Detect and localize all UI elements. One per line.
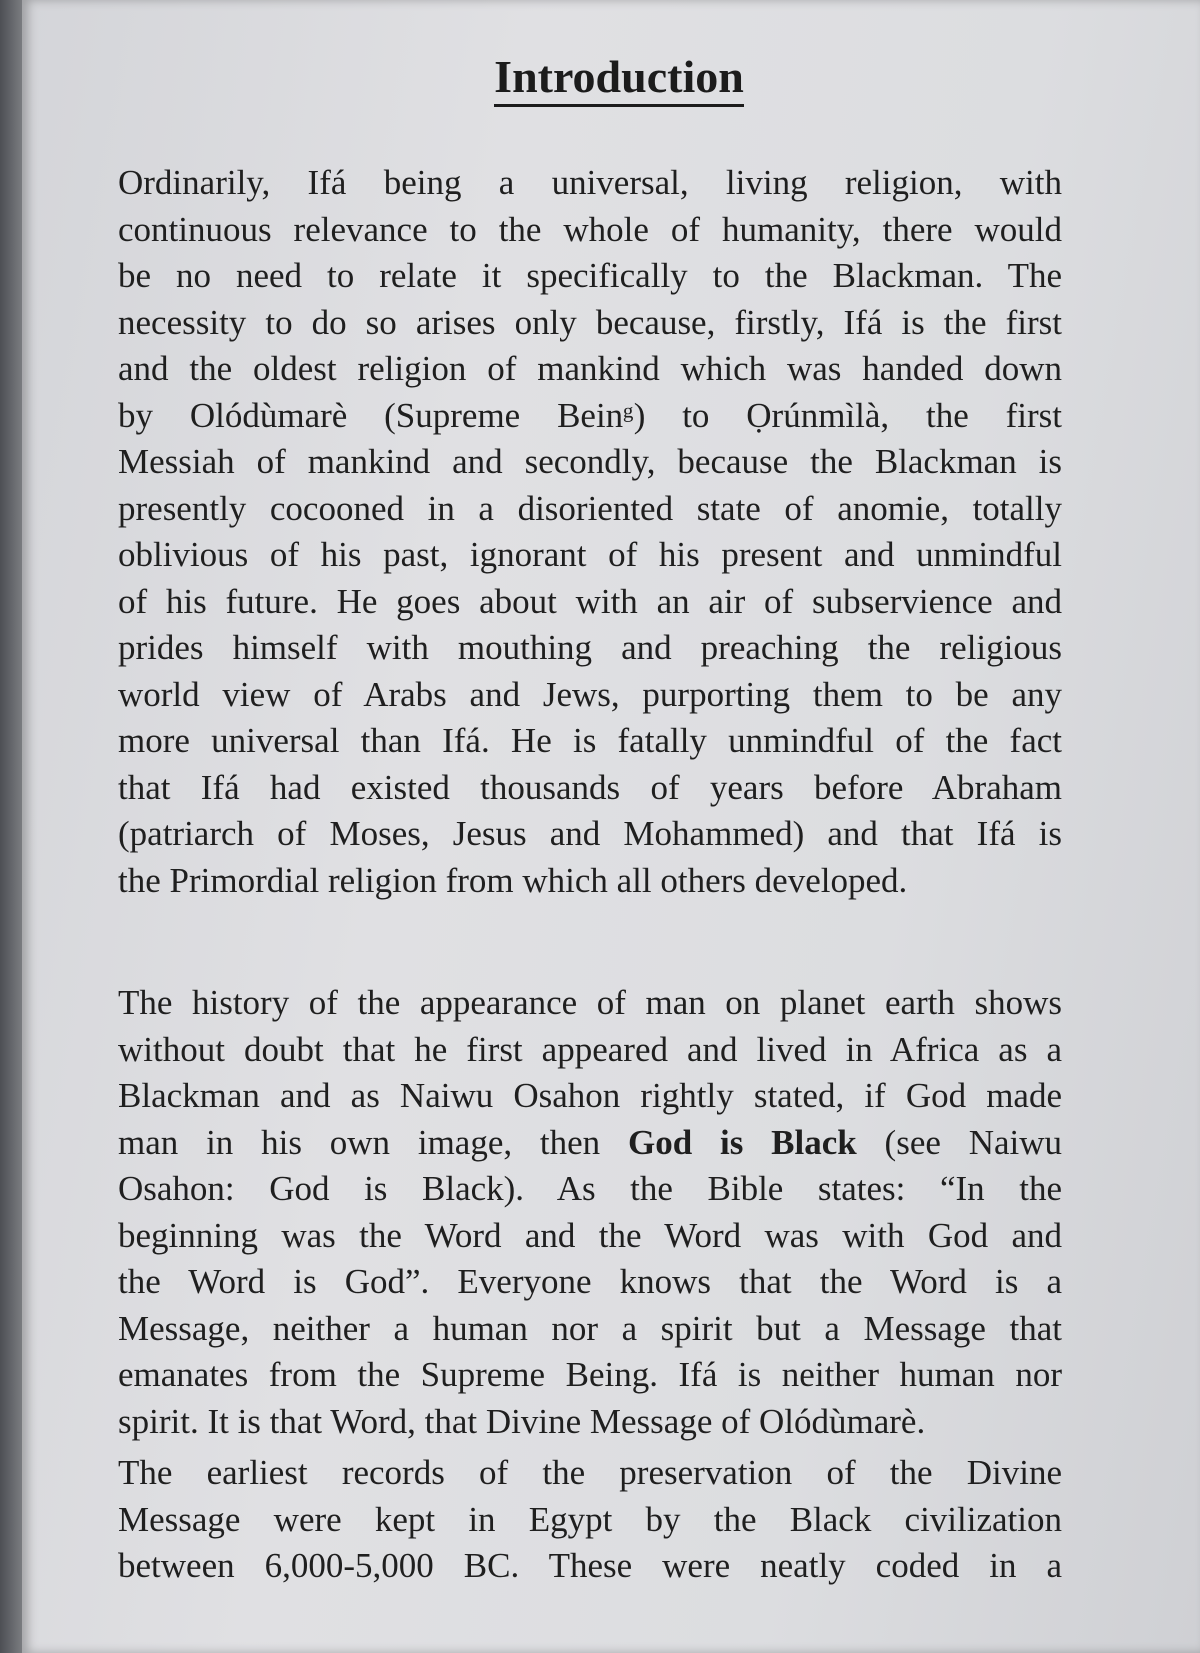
text-line: without doubt that he first appeared and lived in Africa as a — [118, 1029, 1062, 1069]
text-line: Osahon: God is Black). As the Bible states: “In the — [118, 1169, 1062, 1208]
paragraph-1 — [118, 160, 1062, 904]
text-line: spirit. It is that Word, that Divine Message of Olódùmarè. — [118, 1401, 926, 1441]
text-line: Ordinarily, Ifá being a universal, living religion, with — [118, 163, 1062, 202]
text-line: Blackman and as Naiwu Osahon rightly stated, if God made — [118, 1076, 1062, 1115]
text-run: man in his own image, then — [118, 1122, 628, 1162]
text-line: continuous relevance to the whole of humanity, there would — [118, 209, 1062, 249]
text-line: (patriarch of Moses, Jesus and Mohammed) and that Ifá is — [118, 814, 1062, 853]
text-line: The earliest records of the preservation of the Divine — [118, 1453, 1062, 1492]
text-run: (see Naiwu — [856, 1122, 1063, 1162]
text-line-with-bold — [118, 1120, 1062, 1167]
text-line: between 6,000-5,000 BC. These were neatly coded in a — [118, 1546, 1062, 1585]
text-line: and the oldest religion of mankind which was handed down — [118, 349, 1062, 388]
text-line: by Olódùmarè (Supreme Beinᵍ) to Ọrúnmìlà, the first — [118, 395, 1062, 435]
text-line: world view of Arabs and Jews, purporting them to be any — [118, 674, 1062, 714]
book-page — [22, 0, 1200, 1653]
text-line: oblivious of his past, ignorant of his present and unmindful — [118, 535, 1062, 574]
text-line: the Primordial religion from which all others developed. — [118, 860, 908, 900]
text-line: Message, neither a human nor a spirit but a Message that — [118, 1308, 1062, 1348]
paragraph-2 — [118, 980, 1062, 1445]
bold-phrase: God is Black — [628, 1122, 857, 1162]
text-line: emanates from the Supreme Being. Ifá is neither human nor — [118, 1355, 1062, 1394]
text-line: that Ifá had existed thousands of years before Abraham — [118, 767, 1062, 807]
text-line: prides himself with mouthing and preaching the religious — [118, 628, 1062, 667]
text-line: the Word is God”. Everyone knows that the Word is a — [118, 1262, 1062, 1301]
text-line: The history of the appearance of man on planet earth shows — [118, 983, 1062, 1022]
text-line: Messiah of mankind and secondly, because the Blackman is — [118, 442, 1062, 481]
text-line: Message were kept in Egypt by the Black civilization — [118, 1499, 1062, 1539]
text-line: presently cocooned in a disoriented state of anomie, totally — [118, 488, 1062, 528]
page-title: Introduction — [22, 50, 1200, 103]
text-line: be no need to relate it specifically to the Blackman. The — [118, 256, 1062, 295]
text-line: necessity to do so arises only because, firstly, Ifá is the first — [118, 302, 1062, 342]
book-spine-shadow — [0, 0, 22, 1653]
text-line: beginning was the Word and the Word was with God and — [118, 1215, 1062, 1255]
paragraph-3 — [118, 1450, 1062, 1590]
text-line: more universal than Ifá. He is fatally unmindful of the fact — [118, 721, 1062, 760]
text-line: of his future. He goes about with an air of subservience and — [118, 581, 1062, 621]
